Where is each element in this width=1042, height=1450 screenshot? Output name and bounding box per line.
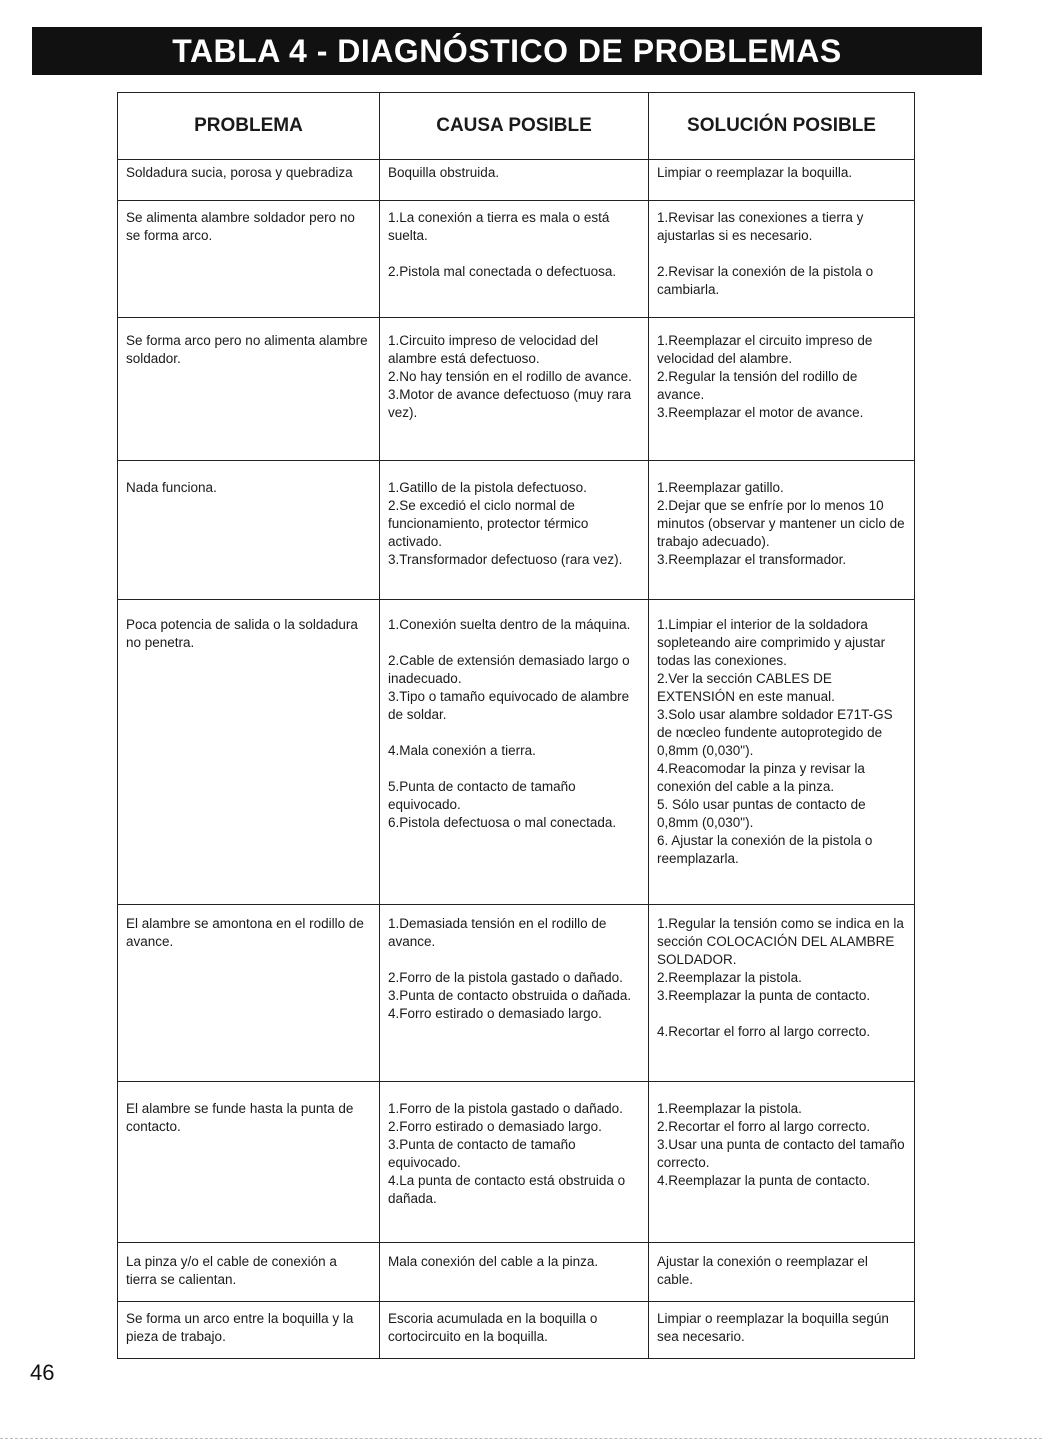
solution-cell: 1.Revisar las conexiones a tierra y ajustarlas si es necesario. 2.Revisar la conexión de la pistola o cambiarla. bbox=[657, 210, 874, 297]
header-problem: PROBLEMA bbox=[118, 93, 380, 159]
problem-cell: El alambre se amontona en el rodillo de avance. bbox=[118, 905, 380, 1081]
page-number: 46 bbox=[30, 1360, 55, 1385]
cause-cell: Boquilla obstruida. bbox=[380, 160, 649, 200]
table-row bbox=[118, 905, 914, 1082]
cause-cell: 1.Demasiada tensión en el rodillo de avance. 2.Forro de la pistola gastado o dañado. 3.Punta de contacto obstruida o dañada. 4.Forro estirado o demasiado largo. bbox=[380, 905, 649, 1081]
problem-cell: Soldadura sucia, porosa y quebradiza bbox=[118, 160, 380, 200]
solution-cell: 1.Reemplazar la pistola. 2.Recortar el forro al largo correcto. 3.Usar una punta de contacto del tamaño correcto. 4.Reemplazar la punta de contacto. bbox=[657, 1101, 905, 1188]
problem-cell: Se alimenta alambre soldador pero no se forma arco. bbox=[118, 201, 380, 317]
troubleshooting-table bbox=[117, 92, 915, 1359]
problem-cell: Se forma un arco entre la boquilla y la pieza de trabajo. bbox=[118, 1302, 380, 1358]
solution-cell: 1.Regular la tensión como se indica en la sección COLOCACIÓN DEL ALAMBRE SOLDADOR. 2.Reemplazar la pistola. 3.Reemplazar la punta de contacto. 4.Recortar el forro al largo correcto. bbox=[657, 916, 904, 1039]
cause-cell: Escoria acumulada en la boquilla o cortocircuito en la boquilla. bbox=[380, 1302, 649, 1358]
cause-cell: Mala conexión del cable a la pinza. bbox=[380, 1243, 649, 1301]
cause-cell: 1.Forro de la pistola gastado o dañado. 2.Forro estirado o demasiado largo. 3.Punta de contacto de tamaño equivocado. 4.La punta de contacto está obstruida o dañada. bbox=[380, 1082, 649, 1242]
cause-cell: 1.Circuito impreso de velocidad del alambre está defectuoso. 2.No hay tensión en el rodillo de avance. 3.Motor de avance defectuoso (muy rara vez). bbox=[380, 318, 649, 460]
table-row bbox=[118, 1243, 914, 1302]
solution-cell: 1.Reemplazar gatillo. 2.Dejar que se enfríe por lo menos 10 minutos (observar y mantener un ciclo de trabajo adecuado). 3.Reemplazar el transformador. bbox=[657, 480, 905, 567]
problem-cell: Nada funciona. bbox=[118, 461, 380, 599]
table-row bbox=[118, 318, 914, 461]
header-cause: CAUSA POSIBLE bbox=[380, 93, 649, 159]
solution-cell: Limpiar o reemplazar la boquilla. bbox=[657, 165, 853, 180]
page-title: TABLA 4 - DIAGNÓSTICO DE PROBLEMAS bbox=[32, 27, 982, 75]
problem-cell: Se forma arco pero no alimenta alambre soldador. bbox=[118, 318, 380, 460]
table-row bbox=[118, 1082, 914, 1243]
scan-edge-rule bbox=[0, 1438, 1042, 1440]
table-row bbox=[118, 600, 914, 905]
solution-cell: Ajustar la conexión o reemplazar el cable. bbox=[657, 1254, 868, 1287]
cause-cell: 1.Conexión suelta dentro de la máquina. 2.Cable de extensión demasiado largo o inadecuado. 3.Tipo o tamaño equivocado de alambre de soldar. 4.Mala conexión a tierra. 5.Punta de contacto de tamaño equivocado. 6.Pistola defectuosa o mal conectada. bbox=[380, 600, 649, 904]
table-row bbox=[118, 160, 914, 201]
table-row bbox=[118, 1302, 914, 1359]
solution-cell: Limpiar o reemplazar la boquilla según sea necesario. bbox=[657, 1311, 889, 1344]
solution-cell: 1.Limpiar el interior de la soldadora sopleteando aire comprimido y ajustar todas las conexiones. 2.Ver la sección CABLES DE EXTENSIÓN en este manual. 3.Solo usar alambre soldador E71T-GS de nœcleo fundente autoprotegido de 0,8mm (0,030"). 4.Reacomodar la pinza y revisar la conexión del cable a la pinza. 5. Sólo usar puntas de contacto de 0,8mm (0,030"). 6. Ajustar la conexión de la pistola o reemplazarla. bbox=[657, 617, 893, 866]
table-row bbox=[118, 201, 914, 318]
cause-cell: 1.Gatillo de la pistola defectuoso. 2.Se excedió el ciclo normal de funcionamiento, protector térmico activado. 3.Transformador defectuoso (rara vez). bbox=[380, 461, 649, 599]
solution-cell: 1.Reemplazar el circuito impreso de velocidad del alambre. 2.Regular la tensión del rodillo de avance. 3.Reemplazar el motor de avance. bbox=[657, 333, 873, 420]
header-solution: SOLUCIÓN POSIBLE bbox=[687, 115, 876, 136]
cause-cell: 1.La conexión a tierra es mala o está suelta. 2.Pistola mal conectada o defectuosa. bbox=[380, 201, 649, 317]
problem-cell: El alambre se funde hasta la punta de contacto. bbox=[118, 1082, 380, 1242]
problem-cell: La pinza y/o el cable de conexión a tierra se calientan. bbox=[118, 1243, 380, 1301]
table-header-row bbox=[118, 93, 914, 160]
problem-cell: Poca potencia de salida o la soldadura no penetra. bbox=[118, 600, 380, 904]
table-row bbox=[118, 461, 914, 600]
